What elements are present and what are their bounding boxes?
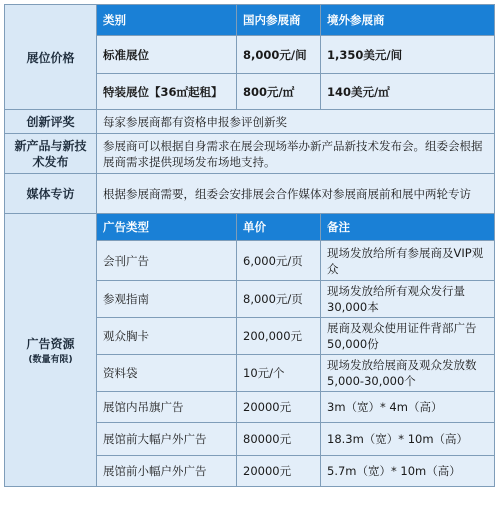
ads-header-row (5, 214, 495, 241)
launch-text: 参展商可以根据自身需求在展会现场举办新产品新技术发布会。组委会根据展商需求提供现场发布场地支持。 (97, 134, 495, 174)
ad-type: 观众胸卡 (97, 318, 237, 355)
launch-label: 新产品与新技术发布 (5, 134, 97, 174)
ad-price: 20000元 (237, 456, 321, 487)
booth-overseas-standard: 1,350美元/间 (321, 36, 495, 74)
ad-price: 200,000元 (237, 318, 321, 355)
media-text: 根据参展商需要，组委会安排展会合作媒体对参展商展前和展中两轮专访 (97, 174, 495, 214)
exhibitor-info-table (4, 4, 495, 487)
ads-header-price: 单价 (237, 214, 321, 241)
awards-row (5, 110, 495, 134)
booth-domestic-special: 800元/㎡ (237, 74, 321, 110)
ad-remark: 3m（宽）* 4m（高） (321, 392, 495, 423)
ad-remark: 现场发放给所有参展商及VIP观众 (321, 241, 495, 281)
ad-price: 20000元 (237, 392, 321, 423)
media-row (5, 174, 495, 214)
awards-label: 创新评奖 (5, 110, 97, 134)
ad-type: 会刊广告 (97, 241, 237, 281)
booth-domestic-standard: 8,000元/间 (237, 36, 321, 74)
ads-quantity-note: (数量有限) (28, 355, 73, 365)
ad-remark: 18.3m（宽）* 10m（高） (321, 423, 495, 456)
ad-type: 参观指南 (97, 281, 237, 318)
booth-price-label: 展位价格 (5, 5, 97, 110)
ad-remark: 展商及观众使用证件背部广告50,000份 (321, 318, 495, 355)
media-label: 媒体专访 (5, 174, 97, 214)
ad-type: 展馆前大幅户外广告 (97, 423, 237, 456)
ads-label: 广告资源 (26, 337, 75, 351)
booth-header-domestic: 国内参展商 (237, 5, 321, 36)
ads-label-cell (5, 214, 97, 487)
booth-header-category: 类别 (97, 5, 237, 36)
ad-remark: 现场发放给展商及观众发放数5,000-30,000个 (321, 355, 495, 392)
booth-header-overseas: 境外参展商 (321, 5, 495, 36)
ad-price: 10元/个 (237, 355, 321, 392)
ads-header-remark: 备注 (321, 214, 495, 241)
ad-type: 展馆前小幅户外广告 (97, 456, 237, 487)
ads-header-type: 广告类型 (97, 214, 237, 241)
ad-remark: 现场发放给所有观众发行量30,000本 (321, 281, 495, 318)
ad-price: 80000元 (237, 423, 321, 456)
ad-price: 6,000元/页 (237, 241, 321, 281)
ad-type: 展馆内吊旗广告 (97, 392, 237, 423)
booth-type-standard: 标准展位 (97, 36, 237, 74)
booth-type-special: 特装展位【36㎡起租】 (97, 74, 237, 110)
booth-overseas-special: 140美元/㎡ (321, 74, 495, 110)
launch-row (5, 134, 495, 174)
awards-text: 每家参展商都有资格申报参评创新奖 (97, 110, 495, 134)
booth-header-row (5, 5, 495, 36)
ad-remark: 5.7m（宽）* 10m（高） (321, 456, 495, 487)
ad-price: 8,000元/页 (237, 281, 321, 318)
ad-type: 资料袋 (97, 355, 237, 392)
